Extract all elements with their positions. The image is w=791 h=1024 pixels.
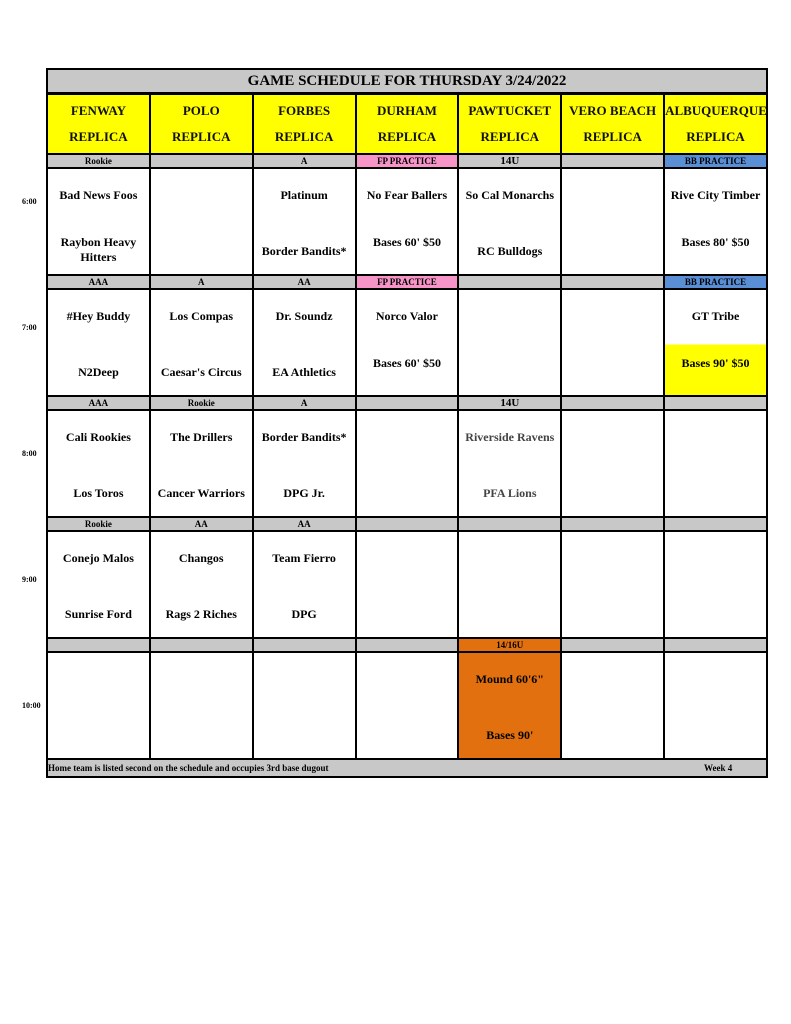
division-label: BB PRACTICE xyxy=(664,154,767,168)
division-label: FP PRACTICE xyxy=(356,154,459,168)
home-team: DPG Jr. xyxy=(283,486,325,500)
division-label xyxy=(561,275,664,289)
away-team: GT Tribe xyxy=(691,309,740,323)
home-team: Bases 90' xyxy=(486,728,534,742)
game-cell xyxy=(150,168,253,275)
home-team: Bases 80' $50 xyxy=(681,235,750,249)
game-cell xyxy=(664,289,767,396)
home-team: RC Bulldogs xyxy=(477,244,543,258)
game-cell xyxy=(664,531,767,638)
away-team: Riverside Ravens xyxy=(465,430,555,444)
home-team: Rags 2 Riches xyxy=(165,607,237,621)
game-cell xyxy=(664,652,767,759)
away-team: No Fear Ballers xyxy=(366,188,448,202)
away-team: Los Compas xyxy=(169,309,234,323)
division-row xyxy=(47,396,767,410)
home-team: DPG xyxy=(291,607,317,621)
game-cell xyxy=(47,652,150,759)
division-row xyxy=(47,275,767,289)
division-label xyxy=(356,638,459,652)
division-label xyxy=(356,517,459,531)
field-name: ALBUQUERQUE xyxy=(665,103,767,118)
away-team: The Drillers xyxy=(170,430,233,444)
game-cell xyxy=(458,531,561,638)
division-label: AAA xyxy=(47,275,150,289)
division-label xyxy=(664,517,767,531)
field-header xyxy=(150,94,253,154)
division-label xyxy=(458,275,561,289)
home-team: EA Athletics xyxy=(272,365,336,379)
home-team: Raybon Heavy Hitters xyxy=(60,235,137,264)
division-label: FP PRACTICE xyxy=(356,275,459,289)
division-row xyxy=(47,638,767,652)
away-team: Border Bandits* xyxy=(261,430,347,444)
schedule-sheet xyxy=(46,68,768,778)
home-team: Los Toros xyxy=(73,486,124,500)
home-team: Cancer Warriors xyxy=(157,486,245,500)
field-name: FORBES xyxy=(278,103,331,118)
time-label-7: 7:00 xyxy=(22,323,37,332)
game-row xyxy=(47,289,767,396)
game-cell xyxy=(561,652,664,759)
time-label-8: 8:00 xyxy=(22,449,37,458)
game-cell xyxy=(253,652,356,759)
home-team: Bases 60' $50 xyxy=(372,356,441,370)
field-header xyxy=(356,94,459,154)
division-label: A xyxy=(253,154,356,168)
game-cell xyxy=(356,410,459,517)
division-label: AA xyxy=(253,517,356,531)
field-header-row xyxy=(47,94,767,154)
footer-row xyxy=(47,759,767,777)
game-cell xyxy=(664,410,767,517)
home-team: Sunrise Ford xyxy=(64,607,132,621)
time-label-10: 10:00 xyxy=(22,701,41,710)
division-label xyxy=(150,154,253,168)
game-cell xyxy=(150,410,253,517)
home-team: Bases 60' $50 xyxy=(372,235,441,249)
division-label: AA xyxy=(253,275,356,289)
game-row xyxy=(47,531,767,638)
field-name: PAWTUCKET xyxy=(468,103,552,118)
home-team: Border Bandits* xyxy=(261,244,347,258)
game-cell xyxy=(356,531,459,638)
week-label: Week 4 xyxy=(704,763,733,773)
field-sub: REPLICA xyxy=(377,129,437,144)
field-name: FENWAY xyxy=(70,103,126,118)
game-cell xyxy=(150,531,253,638)
division-label xyxy=(150,638,253,652)
home-team: N2Deep xyxy=(78,365,119,379)
field-name: DURHAM xyxy=(376,103,437,118)
field-header xyxy=(561,94,664,154)
division-label xyxy=(664,396,767,410)
game-cell xyxy=(47,289,150,396)
division-label: AAA xyxy=(47,396,150,410)
away-team: Platinum xyxy=(280,188,328,202)
game-cell xyxy=(253,410,356,517)
field-sub: REPLICA xyxy=(69,129,128,144)
game-cell xyxy=(47,168,150,275)
away-team: Conejo Malos xyxy=(62,551,134,565)
game-row xyxy=(47,652,767,759)
division-label: Rookie xyxy=(47,517,150,531)
game-cell xyxy=(561,168,664,275)
game-cell xyxy=(253,289,356,396)
field-sub: REPLICA xyxy=(480,129,540,144)
game-cell xyxy=(561,410,664,517)
field-sub: REPLICA xyxy=(686,129,745,144)
division-label xyxy=(664,638,767,652)
game-cell xyxy=(356,289,459,396)
footer-note: Home team is listed second on the schedule and occupies 3rd base dugout xyxy=(48,763,329,773)
division-label: 14U xyxy=(458,396,561,410)
home-team: PFA Lions xyxy=(483,486,537,500)
division-label: A xyxy=(253,396,356,410)
game-cell xyxy=(561,289,664,396)
away-team: Cali Rookies xyxy=(65,430,131,444)
division-label xyxy=(458,517,561,531)
game-cell xyxy=(458,410,561,517)
field-sub: REPLICA xyxy=(583,129,642,144)
game-cell xyxy=(253,168,356,275)
away-team: Bad News Foos xyxy=(59,188,138,202)
away-team: Mound 60'6" xyxy=(475,672,544,686)
division-label xyxy=(561,638,664,652)
footer-cell xyxy=(47,759,767,777)
game-row xyxy=(47,410,767,517)
division-label xyxy=(561,396,664,410)
game-cell xyxy=(561,531,664,638)
division-label: 14/16U xyxy=(458,638,561,652)
division-label: BB PRACTICE xyxy=(664,275,767,289)
division-label xyxy=(561,517,664,531)
away-team: So Cal Monarchs xyxy=(465,188,555,202)
game-cell xyxy=(356,652,459,759)
game-cell xyxy=(458,168,561,275)
division-label: Rookie xyxy=(150,396,253,410)
division-row xyxy=(47,517,767,531)
division-label xyxy=(561,154,664,168)
field-name: POLO xyxy=(182,103,220,118)
game-cell xyxy=(253,531,356,638)
division-label xyxy=(356,396,459,410)
game-cell xyxy=(458,652,561,759)
field-header xyxy=(253,94,356,154)
field-sub: REPLICA xyxy=(172,129,231,144)
game-cell xyxy=(356,168,459,275)
game-row xyxy=(47,168,767,275)
game-cell xyxy=(47,410,150,517)
time-label-9: 9:00 xyxy=(22,575,37,584)
game-cell xyxy=(47,531,150,638)
schedule-title: GAME SCHEDULE FOR THURSDAY 3/24/2022 xyxy=(46,68,768,93)
game-cell xyxy=(458,289,561,396)
away-team: Changos xyxy=(178,551,224,565)
field-header xyxy=(664,94,767,154)
division-label: AA xyxy=(150,517,253,531)
division-label: 14U xyxy=(458,154,561,168)
division-label: Rookie xyxy=(47,154,150,168)
away-team: Norco Valor xyxy=(375,309,438,323)
game-cell xyxy=(150,289,253,396)
away-team: Dr. Soundz xyxy=(275,309,333,323)
division-label xyxy=(253,638,356,652)
time-label-6: 6:00 xyxy=(22,197,37,206)
field-sub: REPLICA xyxy=(274,129,334,144)
away-team: Rive City Timber xyxy=(670,188,761,202)
game-cell xyxy=(664,168,767,275)
game-cell xyxy=(150,652,253,759)
home-team: Bases 90' $50 xyxy=(681,356,750,370)
division-label: A xyxy=(150,275,253,289)
away-team: Team Fierro xyxy=(272,551,336,565)
field-header xyxy=(458,94,561,154)
field-name: VERO BEACH xyxy=(569,103,657,118)
away-team: #Hey Buddy xyxy=(66,309,131,323)
field-header xyxy=(47,94,150,154)
division-label xyxy=(47,638,150,652)
home-team: Caesar's Circus xyxy=(160,365,242,379)
division-row xyxy=(47,154,767,168)
schedule-table xyxy=(46,93,768,778)
